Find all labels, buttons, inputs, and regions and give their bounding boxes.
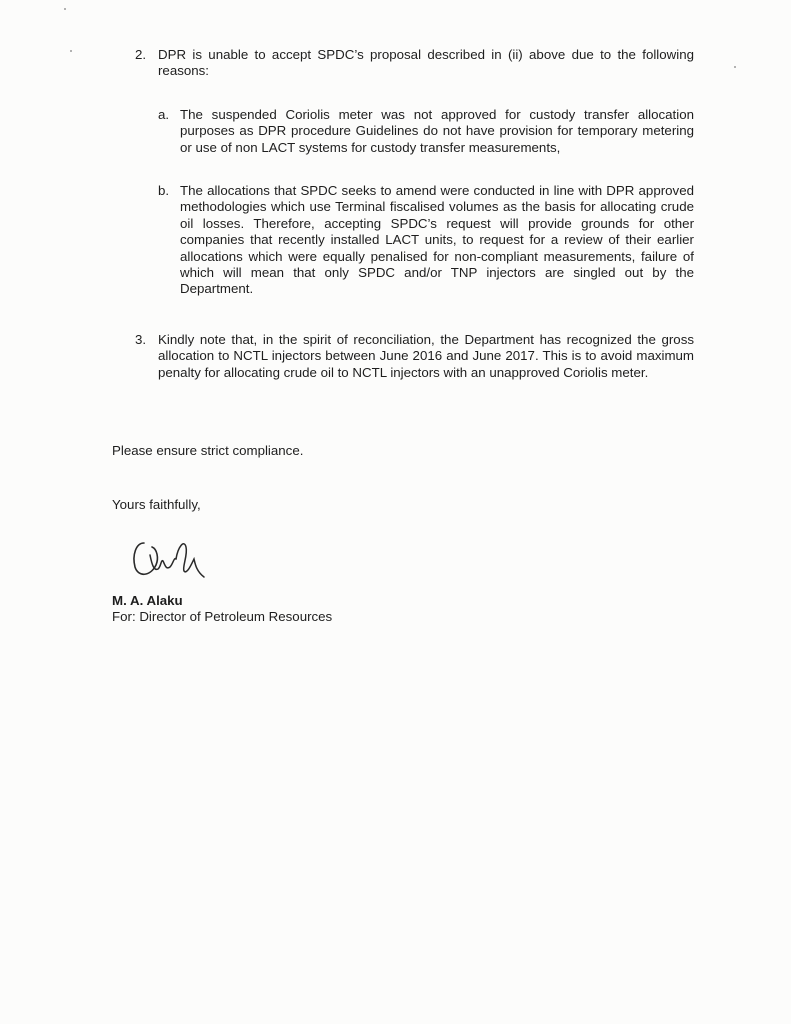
valediction: Yours faithfully,	[112, 497, 201, 512]
closing-instruction: Please ensure strict compliance.	[112, 443, 304, 458]
item-number: 2.	[135, 47, 147, 62]
sub-item-marker: a.	[158, 107, 170, 122]
handwritten-signature	[130, 533, 210, 581]
scan-speck	[734, 66, 736, 68]
signatory-role: For: Director of Petroleum Resources	[112, 609, 333, 624]
scan-speck	[70, 50, 72, 52]
numbered-paragraph: Kindly note that, in the spirit of reconciliation, the Department has recognized the gross allocation to NCTL injectors between June 2016 and June 2017. This is to avoid maximum penalty for allocating crude oil to NCTL injectors with an unapproved Coriolis meter.	[158, 332, 694, 380]
numbered-paragraph: DPR is unable to accept SPDC’s proposal described in (ii) above due to the following reasons:	[158, 47, 694, 79]
signatory-name: M. A. Alaku	[112, 593, 183, 608]
sub-paragraph: The suspended Coriolis meter was not approved for custody transfer allocation purposes as DPR procedure Guidelines do not have provision for temporary metering or use of non LACT systems for custody transfer measurements,	[180, 107, 694, 155]
sub-paragraph: The allocations that SPDC seeks to amend were conducted in line with DPR approved methodologies which use Terminal fiscalised volumes as the basis for allocating crude oil losses. Therefore, accepting SPDC’s request will provide grounds for other companies that recently installed LACT units, to request for a review of their earlier allocations which were equally penalised for non-compliant measurements, failure of which will mean that only SPDC and/or TNP injectors are singled out by the Department.	[180, 183, 694, 297]
scan-speck	[64, 8, 66, 10]
item-number: 3.	[135, 332, 147, 347]
sub-item-marker: b.	[158, 183, 170, 198]
